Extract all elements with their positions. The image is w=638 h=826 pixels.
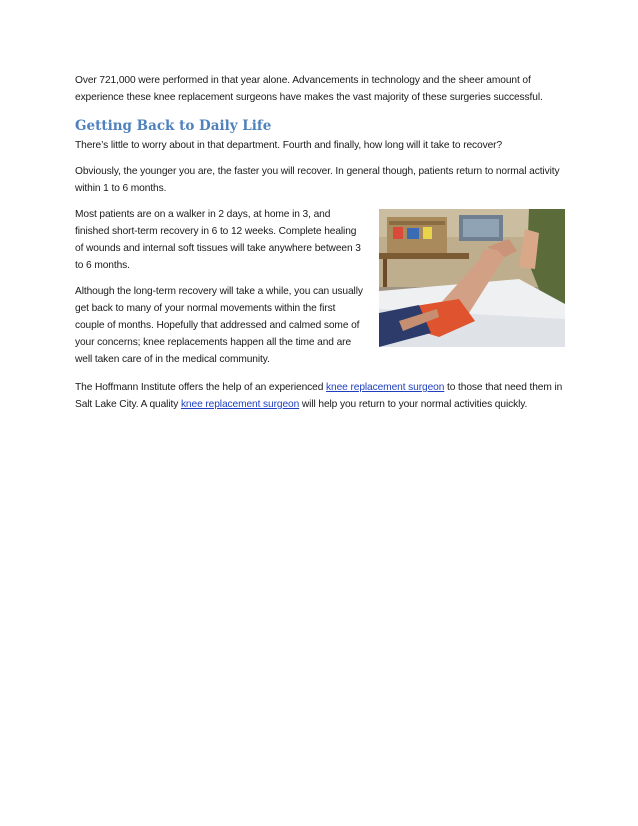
knee-surgeon-link-2[interactable]: knee replacement surgeon bbox=[180, 399, 300, 410]
paragraph-worry: There’s little to worry about in that department. Fourth and finally, how long will it take to recover? bbox=[75, 140, 503, 151]
closing-paragraph bbox=[75, 379, 565, 413]
paragraph-long-term: Although the long-term recovery will take a while, you can usually get back to many of your normal movements within the first couple of months. Hopefully that addressed and calmed some of your concerns; knee replacements happen all the time and are well taken care of in the medical community. bbox=[75, 286, 363, 365]
section-heading: Getting Back to Daily Life bbox=[75, 118, 272, 134]
intro-paragraph: Over 721,000 were performed in that year alone. Advancements in technology and the sheer amount of experience these knee replacement surgeons have makes the vast majority of these surgeries successful. bbox=[75, 75, 543, 103]
physical-therapy-photo bbox=[379, 209, 565, 347]
text-with-photo bbox=[75, 206, 565, 377]
document-page bbox=[75, 72, 565, 413]
closing-text-3: will help you return to your normal activities quickly. bbox=[299, 399, 528, 410]
closing-text-1: The Hoffmann Institute offers the help of an experienced bbox=[75, 382, 327, 393]
paragraph-walker: Most patients are on a walker in 2 days, at home in 3, and finished short-term recovery in 6 to 12 weeks. Complete healing of wounds and internal soft tissues will take anywhere between 3 to 6 months. bbox=[75, 209, 361, 271]
closing-text-2: to those that need them in Salt Lake City. A quality bbox=[75, 382, 563, 410]
paragraph-recovery-time: Obviously, the younger you are, the faster you will recover. In general though, patients return to normal activity within 1 to 6 months. bbox=[75, 166, 560, 194]
knee-surgeon-link-1[interactable]: knee replacement surgeon bbox=[326, 382, 445, 393]
